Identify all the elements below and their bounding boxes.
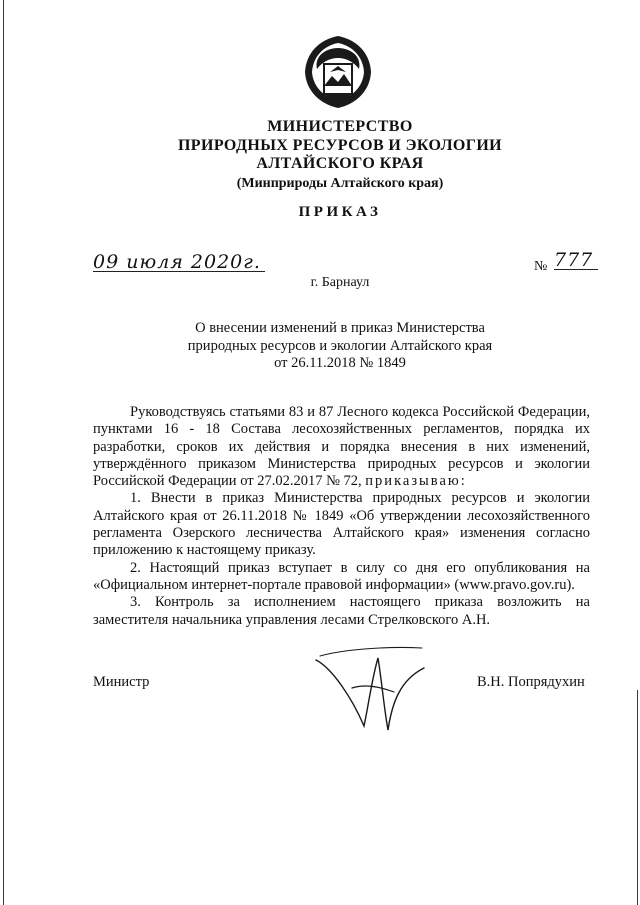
ministry-name-line1: МИНИСТЕРСТВО: [267, 118, 413, 135]
document-type-title: ПРИКАЗ: [298, 204, 382, 220]
subject-line1: О внесении изменений в приказ Министерства: [195, 320, 485, 336]
handwritten-order-number: 777: [554, 251, 598, 270]
preamble-paragraph: [93, 404, 590, 490]
handwritten-date: 09 июля 2020г.: [93, 253, 265, 272]
ministry-header: [120, 118, 560, 193]
signatory-title: Министр: [93, 674, 150, 690]
subject-line2: природных ресурсов и экологии Алтайского края: [187, 337, 493, 354]
city: г. Барнаул: [310, 275, 370, 290]
order-item-3: 3. Контроль за исполнением настоящего приказа возложить на заместителя начальника управления лесами Стрелковского А.Н.: [93, 594, 590, 628]
handwritten-signature: [312, 638, 427, 733]
ministry-name-line2: ПРИРОДНЫХ РЕСУРСОВ И ЭКОЛОГИИ: [177, 136, 503, 154]
order-number-label: №: [534, 259, 548, 274]
order-word: приказываю:: [365, 473, 467, 490]
order-item-1: 1. Внести в приказ Министерства природных ресурсов и экологии Алтайского края от 26.11.2018 № 1849 «Об утверждении лесохозяйственного регламента Озерского лесничества Алтайского края» изменения согласно приложению к настоящему приказу.: [93, 490, 590, 559]
ministry-short-name: (Минприроды Алтайского края): [236, 175, 444, 191]
order-subject: [120, 320, 560, 373]
order-item-2: 2. Настоящий приказ вступает в силу со дня его опубликования на «Официальном интернет-портале правовой информации» (www.pravo.gov.ru).: [93, 559, 590, 593]
coat-of-arms-emblem: [300, 34, 376, 110]
ministry-name-line3: АЛТАЙСКОГО КРАЯ: [256, 155, 424, 172]
order-body: [93, 404, 590, 629]
signatory-name: В.Н. Попрядухин: [477, 674, 585, 690]
preamble-text: Руководствуясь статьями 83 и 87 Лесного кодекса Российской Федерации, пунктами 16 - 18 Состава лесохозяйственных регламентов, порядка их разработки, сроков их действия и порядка внесения в них изменений, утверждённого приказом Министерства природных ресурсов и экологии Российской Федерации от 27.02.2017 № 72,: [93, 404, 590, 490]
scan-right-edge: [637, 690, 638, 905]
subject-line3: от 26.11.2018 № 1849: [274, 355, 406, 371]
scan-left-edge: [3, 0, 4, 905]
